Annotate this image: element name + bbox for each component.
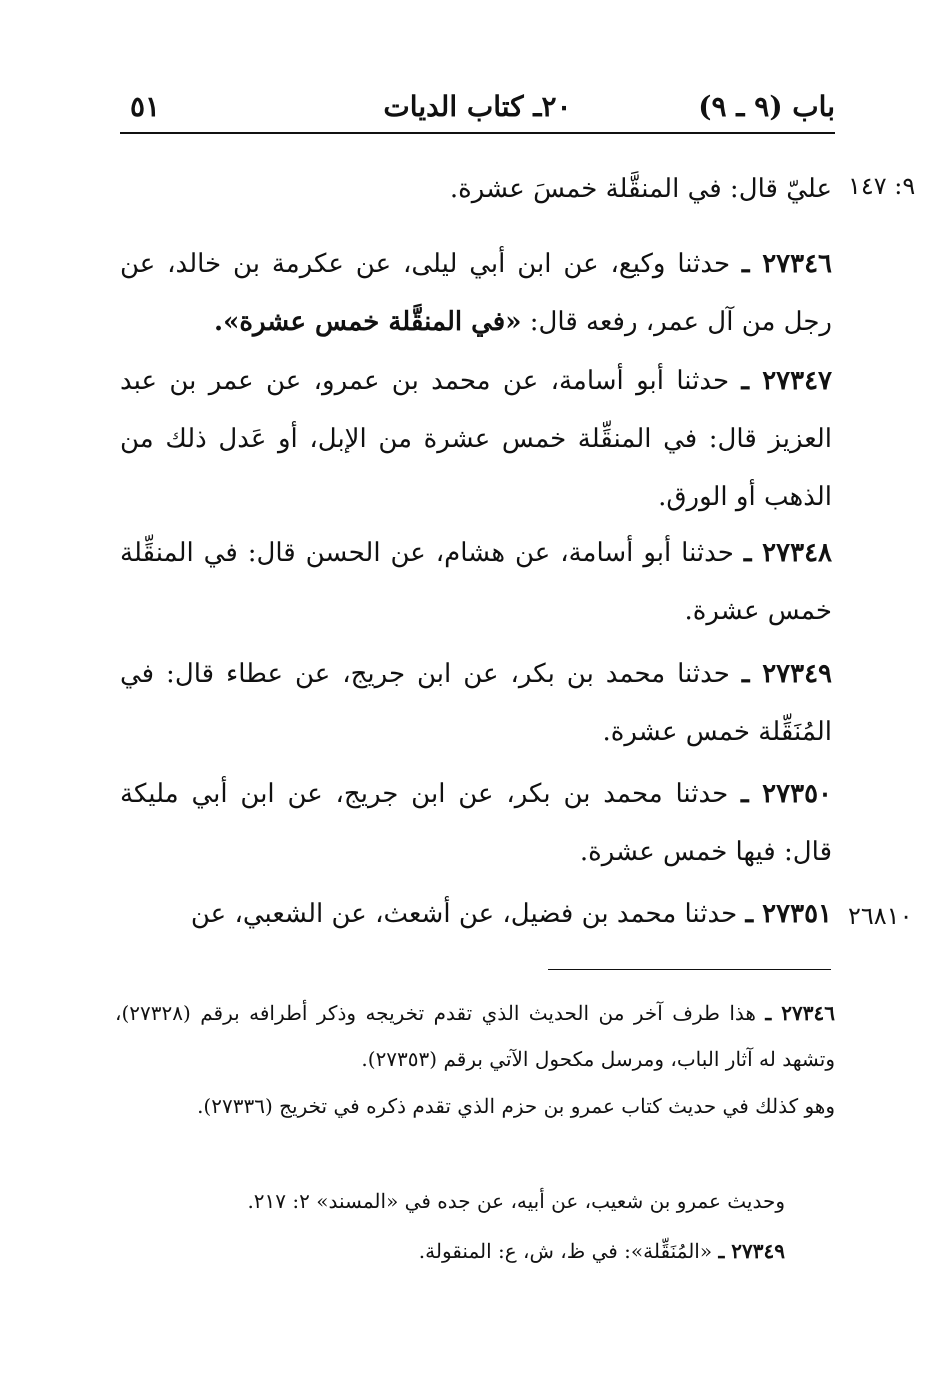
footnote-text: وحديث عمرو بن شعيب، عن أبيه، عن جده في «المسند» ٢: ٢١٧. xyxy=(247,1189,785,1213)
footnote-text: وهو كذلك في حديث كتاب عمرو بن حزم الذي تقدم ذكره في تخريج (٢٧٣٣٦). xyxy=(197,1094,835,1118)
hadith-number: ٢٧٣٤٦ ـ xyxy=(741,249,833,279)
hadith-text: حدثنا محمد بن بكر، عن ابن جريج، عن عطاء قال: في المُنَقِّلة خمس عشرة. xyxy=(120,659,832,747)
page-header xyxy=(120,90,835,130)
hadith-number: ٢٧٣٥٠ ـ xyxy=(740,779,832,809)
hadith-27347 xyxy=(120,352,832,526)
chapter-title: باب (٩ ـ ٩) xyxy=(698,90,835,123)
margin-ref-first: ٩: ١٤٧ xyxy=(848,172,916,200)
hadith-27351 xyxy=(120,885,832,943)
hadith-text: حدثنا أبو أسامة، عن هشام، عن الحسن قال: في المنقِّلة خمس عشرة. xyxy=(120,538,832,626)
footnote-text: هذا طرف آخر من الحديث الذي تقدم تخريجه وذكر أطرافه برقم (٢٧٣٢٨)، وتشهد له آثار الباب، ومرسل مكحول الآتي برقم (٢٧٣٥٣). xyxy=(115,1001,835,1071)
hadith-number: ٢٧٣٤٧ ـ xyxy=(741,366,833,396)
hadith-number: ٢٧٣٤٩ ـ xyxy=(741,659,833,689)
hadith-text: حدثنا محمد بن بكر، عن ابن جريج، عن ابن أبي مليكة قال: فيها خمس عشرة. xyxy=(120,779,832,867)
footnote-27349 xyxy=(115,1228,785,1274)
footnote-number: ٢٧٣٤٦ ـ xyxy=(765,1001,836,1025)
hadith-27346 xyxy=(120,235,832,351)
paragraph-text: عليّ قال: في المنقَّلة خمسَ عشرة. xyxy=(449,174,832,204)
hadith-27348 xyxy=(120,524,832,640)
hadith-text: حدثنا وكيع، عن ابن أبي ليلى، عن عكرمة بن خالد، عن رجل من آل عمر، رفعه قال: xyxy=(120,249,832,337)
header-rule xyxy=(120,132,835,134)
margin-ref-last: ٢٦٨١٠ xyxy=(848,902,913,930)
paragraph-0 xyxy=(120,160,832,218)
footnote-27346 xyxy=(115,990,835,1082)
hadith-text: حدثنا محمد بن فضيل، عن أشعث، عن الشعبي، عن xyxy=(190,899,746,929)
hadith-27349 xyxy=(120,645,832,761)
hadith-number: ٢٧٣٤٨ ـ xyxy=(743,538,832,568)
footnote-text: «المُنَقِّلة»: في ظ، ش، ع: المنقولة. xyxy=(418,1239,719,1263)
page-number: ٥١ xyxy=(130,90,161,123)
hadith-text: حدثنا أبو أسامة، عن محمد بن عمرو، عن عمر بن عبد العزيز قال: في المنقِّلة خمس عشرة من الإبل، أو عَدل ذلك من الذهب أو الورق. xyxy=(120,366,832,512)
footnote-continuation-1 xyxy=(115,1083,835,1129)
footnote-number: ٢٧٣٤٩ ـ xyxy=(718,1239,785,1263)
footnote-separator xyxy=(548,969,831,970)
hadith-bold-text: «في المنقَّلة خمس عشرة». xyxy=(214,307,522,337)
footnote-continuation-2 xyxy=(115,1178,785,1224)
hadith-27350 xyxy=(120,765,832,881)
book-title: ٢٠ـ كتاب الديات xyxy=(383,90,572,123)
hadith-number: ٢٧٣٥١ ـ xyxy=(745,899,832,929)
